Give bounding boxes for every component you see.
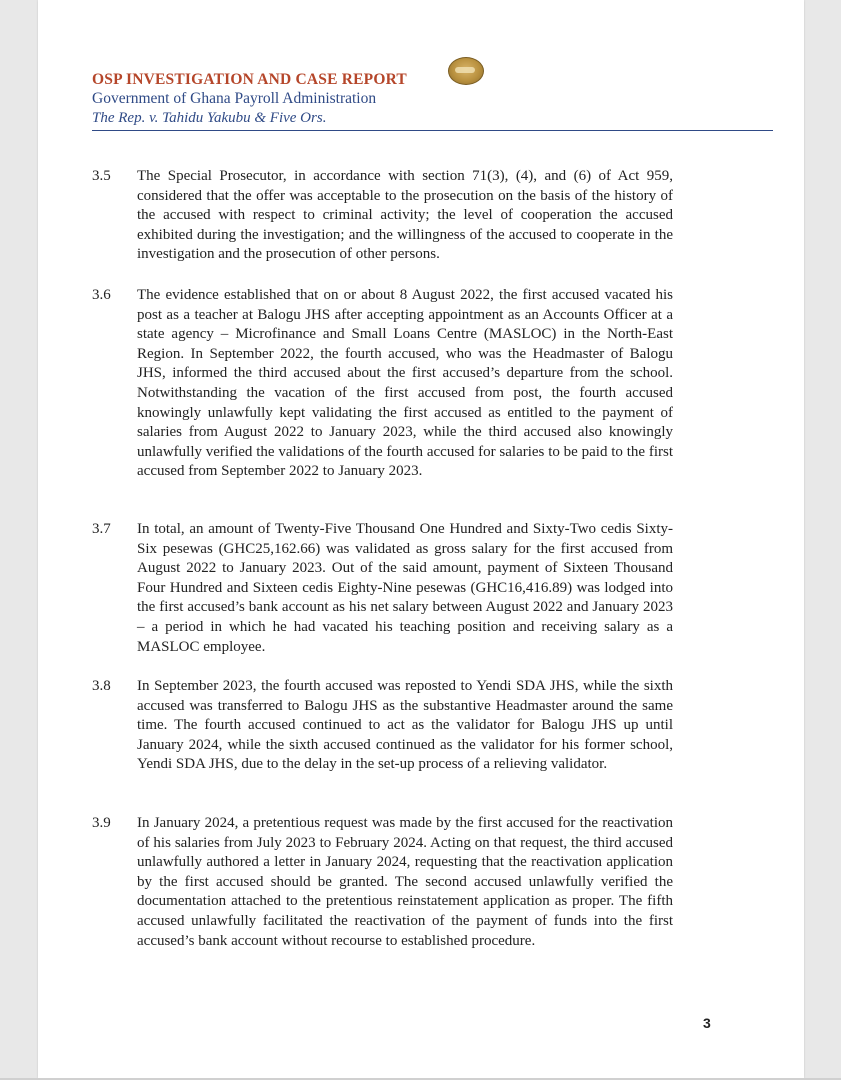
report-subtitle: Government of Ghana Payroll Administration (92, 90, 377, 107)
paragraph-text: In January 2024, a pretentious request was made by the first accused for the reactivation of his salaries from July 2023 to February 2024. Acting on that request, the third accused unlawfully authored a letter in January 2024, requesting that the reactivation application by the first accused should be granted. The second accused unlawfully verified the documentation attached to the pretentious reinstatement application as proper. The fifth accused unlawfully facilitated the reactivation of the payment of funds into the first accused’s bank account without recourse to established procedure. (137, 815, 673, 949)
paragraph-number: 3.7 (92, 521, 111, 537)
paragraph-text: The evidence established that on or about 8 August 2022, the first accused vacated his post as a teacher at Balogu JHS after accepting appointment as an Accounts Officer at a state agency – Microfinance and Small Loans Centre (MASLOC) in the North-East Region. In September 2022, the fourth accused, who was the Headmaster of Balogu JHS, informed the third accused about the first accused’s departure from the school. Notwithstanding the vacation of the first accused from post, the fourth accused knowingly unlawfully kept validating the first accused as entitled to the payment of salaries from August 2022 to January 2023, while the third accused also knowingly unlawfully verified the validations of the fourth accused for salaries to be paid to the first accused from September 2022 to January 2023. (137, 287, 673, 480)
paragraph-number: 3.6 (92, 287, 111, 303)
case-title: The Rep. v. Tahidu Yakubu & Five Ors. (92, 110, 327, 126)
paragraph-text: In September 2023, the fourth accused was reposted to Yendi SDA JHS, while the sixth accused was transferred to Balogu JHS as the substantive Headmaster around the same time. The fourth accused continued to act as the validator for Balogu JHS up until January 2024, while the sixth accused continued as the validator for his former school, Yendi SDA JHS, due to the delay in the set-up process of a relieving validator. (137, 678, 673, 773)
paragraph-number: 3.5 (92, 168, 111, 184)
paragraph-text: The Special Prosecutor, in accordance with section 71(3), (4), and (6) of Act 959, considered that the offer was acceptable to the prosecution on the basis of the history of the accused with respect to criminal activity; the level of cooperation the accused exhibited during the investigation; and the willingness of the accused to cooperate in the investigation and the prosecution of other persons. (137, 168, 673, 263)
report-header (92, 70, 772, 128)
paragraph-number: 3.9 (92, 815, 111, 831)
paragraph-number: 3.8 (92, 678, 111, 694)
osp-logo-icon (448, 57, 484, 85)
report-title: OSP INVESTIGATION AND CASE REPORT (92, 71, 407, 88)
page-number: 3 (703, 1015, 711, 1031)
paragraph-text: In total, an amount of Twenty-Five Thousand One Hundred and Sixty-Two cedis Sixty-Six pesewas (GHC25,162.66) was validated as gross salary for the first accused from August 2022 to January 2023. Out of the said amount, payment of Sixteen Thousand Four Hundred and Sixteen cedis Eighty-Nine pesewas (GHC16,416.89) was lodged into the first accused’s bank account as his net salary between August 2022 and January 2023 – a period in which he had vacated his teaching position and receiving salary as a MASLOC employee. (137, 521, 673, 655)
header-divider (92, 130, 773, 131)
